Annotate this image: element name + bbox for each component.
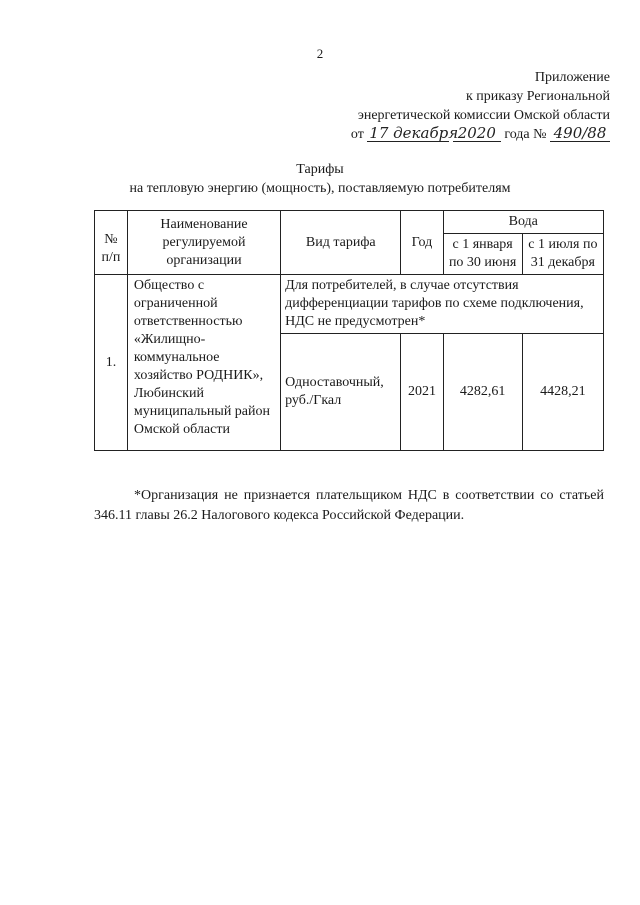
footnote: *Организация не признается плательщиком НДС в соответствии со статьей 346.11 главы 26.2 Налогового кодекса Российской Федерации.: [94, 488, 604, 523]
order-date-handwritten: 17 декабря: [369, 124, 459, 142]
page-number: 2: [316, 46, 324, 61]
row-consumer-note: Для потребителей, в случае отсутствия дифференциации тарифов по схеме подключения, НДС не предусмотрен*: [281, 275, 604, 334]
title-line-1: Тарифы: [296, 162, 344, 177]
row-tariff-kind: Одноставочный, руб./Гкал: [281, 334, 401, 451]
order-year-handwritten: 2020: [453, 125, 501, 142]
appendix-header: [351, 68, 610, 144]
table-header-row: [95, 211, 604, 234]
header-water: Вода: [443, 211, 603, 234]
order-reference: [351, 125, 610, 144]
row-value-second-half: 4428,21: [522, 334, 603, 451]
header-year: Год: [401, 211, 443, 275]
row-organization: Общество с ограниченной ответственностью «Жилищно-коммунальное хозяйство РОДНИК», Любинский муниципальный район Омской области: [127, 275, 280, 451]
appendix-line-1: Приложение: [534, 70, 610, 85]
header-first-half: с 1 января по 30 июня: [443, 234, 522, 275]
document-title: [0, 160, 640, 198]
header-second-half: с 1 июля по 31 декабря: [522, 234, 603, 275]
appendix-line-2: к приказу Региональной: [465, 89, 610, 104]
tariff-table: [94, 210, 604, 451]
title-line-2: на тепловую энергию (мощность), поставляемую потребителям: [129, 181, 511, 196]
header-number: № п/п: [95, 211, 128, 275]
table-row: [95, 275, 604, 334]
header-tariff-kind: Вид тарифа: [281, 211, 401, 275]
appendix-line-3: энергетической комиссии Омской области: [357, 108, 610, 123]
header-organization: Наименование регулируемой организации: [127, 211, 280, 275]
row-number: 1.: [95, 275, 128, 451]
order-year-label: года №: [504, 127, 547, 142]
row-value-first-half: 4282,61: [443, 334, 522, 451]
row-year: 2021: [401, 334, 443, 451]
order-number-handwritten: 490/88: [550, 125, 610, 142]
order-from-label: от: [350, 127, 364, 142]
